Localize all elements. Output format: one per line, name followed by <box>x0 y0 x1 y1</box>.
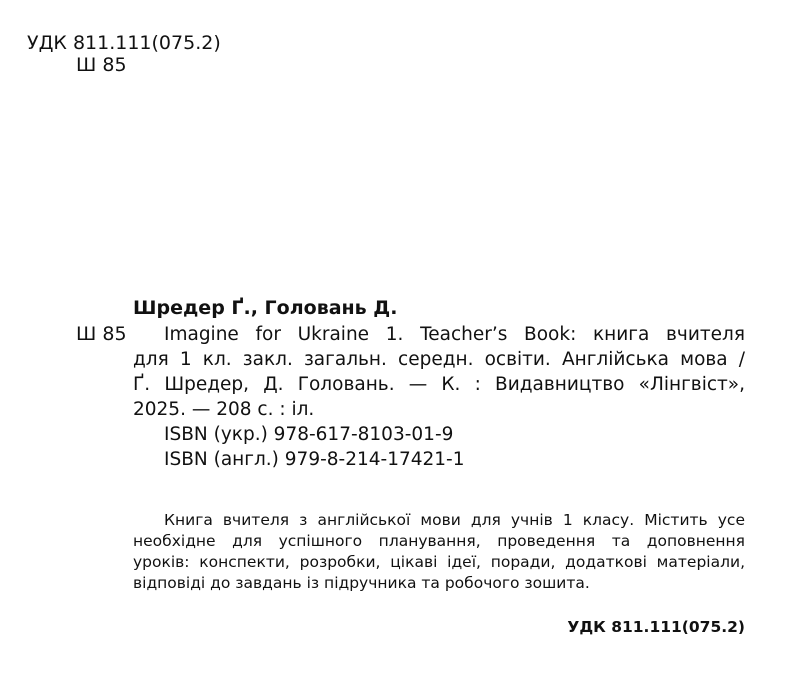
bib-line: Ґ. Шредер, Д. Головань. — К. : Видавництво «Лінгвіст», <box>133 374 745 395</box>
isbn-eng: ISBN (англ.) 979-8-214-17421-1 <box>164 449 465 470</box>
header-author-mark: Ш 85 <box>76 54 127 76</box>
annotation-line: відповіді до завдань із підручника та робочого зошита. <box>133 574 590 592</box>
annotation <box>133 510 745 594</box>
bibliographic-description <box>133 322 745 472</box>
entry-authors: Шредер Ґ., Головань Д. <box>133 297 398 319</box>
entry-author-mark: Ш 85 <box>76 323 127 345</box>
annotation-line: уроків: конспекти, розробки, цікаві ідеї, поради, додаткові матеріали, <box>133 553 745 571</box>
footer-udk-code: УДК 811.111(075.2) <box>567 618 745 636</box>
bib-line: 2025. — 208 с. : іл. <box>133 399 315 420</box>
header-udk-code: УДК 811.111(075.2) <box>27 32 221 54</box>
annotation-line: Книга вчителя з англійської мови для учнів 1 класу. Містить усе <box>164 511 745 529</box>
isbn-ukr: ISBN (укр.) 978-617-8103-01-9 <box>164 424 454 445</box>
bib-line: для 1 кл. закл. загальн. середн. освіти. Англійська мова / <box>133 349 745 370</box>
bib-line: Imagine for Ukraine 1. Teacher’s Book: книга вчителя <box>164 324 745 345</box>
annotation-line: необхідне для успішного планування, проведення та доповнення <box>133 532 745 550</box>
